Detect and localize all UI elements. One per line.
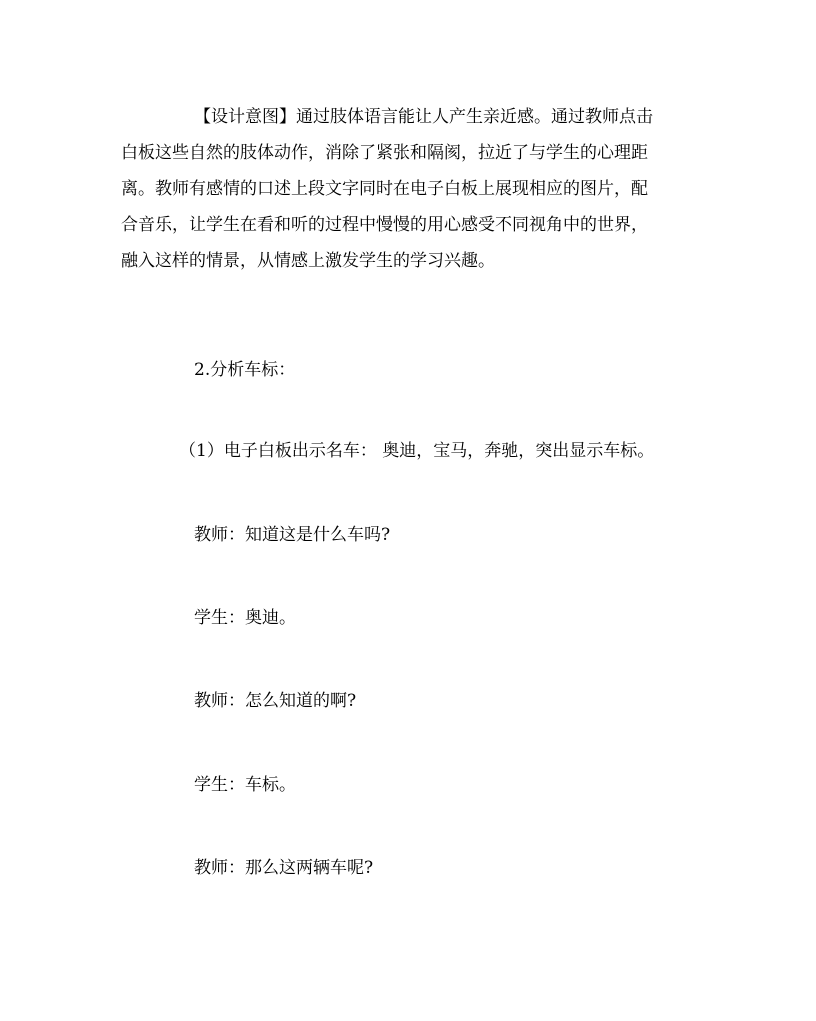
dialogue-line: 学生：奥迪。 [194,608,296,628]
dialogue-line: 教师：那么这两辆车呢? [194,858,374,878]
section-heading: 2.分析车标： [194,360,296,380]
step-1-text: （1）电子白板出示名车： 奥迪，宝马，奔驰，突出显示车标。 [179,441,655,461]
dialogue-line: 学生：车标。 [194,775,296,795]
design-intent-line: 融入这样的情景，从情感上激发学生的学习兴趣。 [121,251,495,271]
dialogue-line: 教师：怎么知道的啊? [194,691,357,711]
design-intent-paragraph [121,99,699,279]
dialogue-line: 教师：知道这是什么车吗? [194,525,391,545]
design-intent-line: 白板这些自然的肢体动作，消除了紧张和隔阂，拉近了与学生的心理距 [121,143,648,163]
design-intent-line: 合音乐，让学生在看和听的过程中慢慢的用心感受不同视角中的世界， [121,215,648,235]
design-intent-line: 【设计意图】通过肢体语言能让人产生亲近感。通过教师点击 [194,107,653,127]
design-intent-line: 离。教师有感情的口述上段文字同时在电子白板上展现相应的图片，配 [121,179,648,199]
